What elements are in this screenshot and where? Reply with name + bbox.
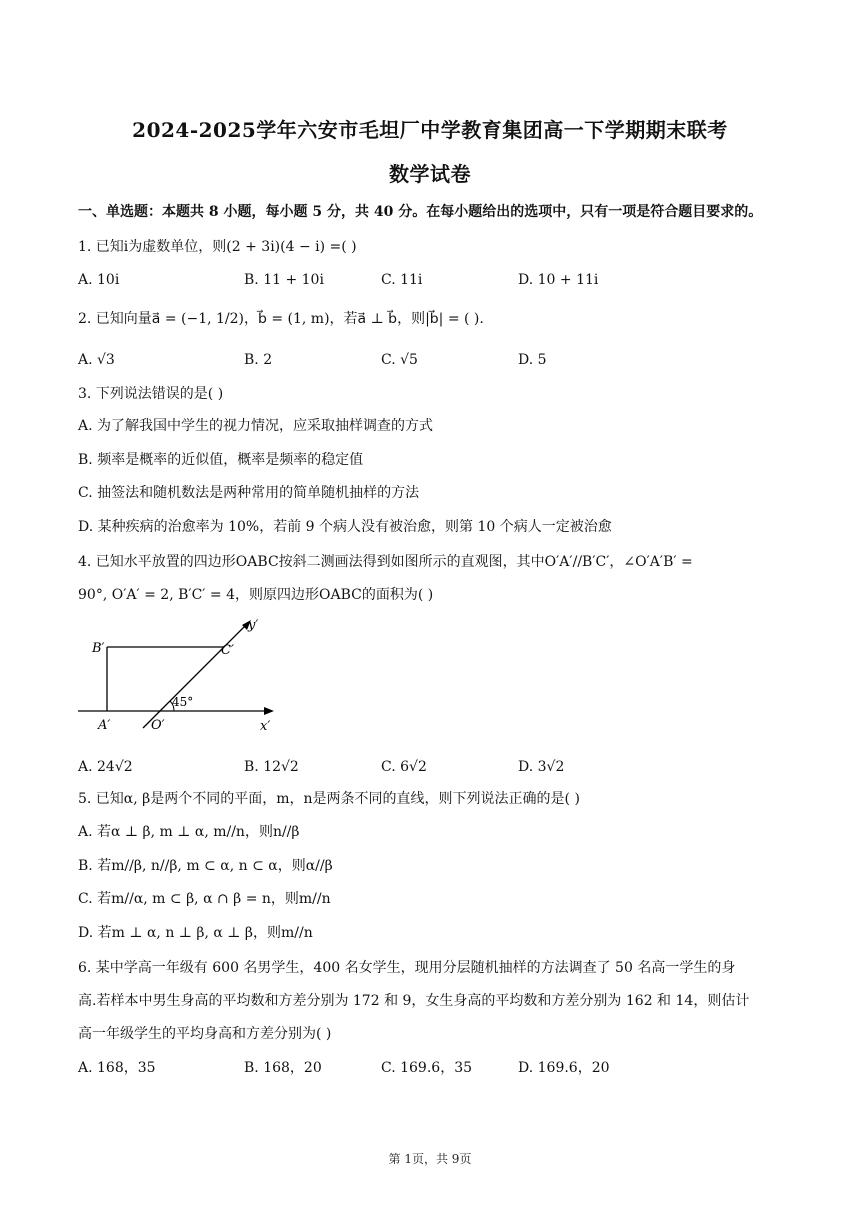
question-4-option-a: A. 24√2: [78, 759, 133, 775]
question-4-option-b: B. 12√2: [244, 759, 299, 775]
y-axis: [143, 623, 248, 728]
label-angle: 45°: [172, 695, 194, 709]
question-2-option-b: B. 2: [244, 352, 273, 368]
question-6-option-b: B. 168，20: [244, 1060, 322, 1076]
question-6-stem-line3: 高一年级学生的平均身高和方差分别为( ): [78, 1026, 332, 1042]
label-c: C′: [221, 643, 234, 658]
section-heading: 一、单选题：本题共 8 小题，每小题 5 分，共 40 分。在每小题给出的选项中，只有一项是符合题目要求的。: [78, 204, 763, 220]
question-5-option-c: C. 若m//α, m ⊂ β, α ∩ β = n，则m//n: [78, 891, 331, 907]
question-2-option-a: A. √3: [78, 352, 115, 368]
question-4-stem-line2: 90°, O′A′ = 2, B′C′ = 4，则原四边形OABC的面积为( ): [78, 587, 434, 603]
question-5-option-b: B. 若m//β, n//β, m ⊂ α, n ⊂ α，则α//β: [78, 858, 333, 874]
question-6-option-a: A. 168，35: [78, 1060, 156, 1076]
question-1-option-d: D. 10 + 11i: [518, 272, 599, 288]
question-3-option-c: C. 抽签法和随机数法是两种常用的简单随机抽样的方法: [78, 485, 420, 501]
oblique-projection-figure: [78, 606, 298, 736]
question-5-option-d: D. 若m ⊥ α, n ⊥ β, α ⊥ β，则m//n: [78, 925, 313, 941]
x-axis-arrow: [264, 707, 274, 715]
question-6-option-c: C. 169.6，35: [381, 1060, 473, 1076]
question-1-stem: 1. 已知i为虚数单位，则(2 + 3i)(4 − i) =( ): [78, 239, 357, 255]
question-2-option-d: D. 5: [518, 352, 547, 368]
label-a: A′: [98, 718, 111, 733]
question-2-option-c: C. √5: [381, 352, 418, 368]
question-5-stem: 5. 已知α, β是两个不同的平面，m，n是两条不同的直线，则下列说法正确的是( ): [78, 791, 580, 807]
question-3-option-a: A. 为了解我国中学生的视力情况，应采取抽样调查的方式: [78, 418, 434, 434]
label-o: O′: [151, 718, 165, 733]
page-footer: 第 1页，共 9页: [388, 1152, 472, 1166]
label-x: x′: [260, 719, 271, 734]
question-6-stem-line2: 高.若样本中男生身高的平均数和方差分别为 172 和 9，女生身高的平均数和方差分别为 162 和 14，则估计: [78, 993, 750, 1009]
exam-title: 2024-2025学年六安市毛坦厂中学教育集团高一下学期期末联考: [132, 118, 728, 142]
question-2-stem: 2. 已知向量a⃗ = (−1, 1/2)，b⃗ = (1, m)，若a⃗ ⊥ b⃗，则|b⃗| = ( ).: [78, 311, 484, 327]
question-3-option-d: D. 某种疾病的治愈率为 10%，若前 9 个病人没有被治愈，则第 10 个病人一定被治愈: [78, 519, 612, 535]
question-5-option-a: A. 若α ⊥ β, m ⊥ α, m//n，则n//β: [78, 824, 300, 840]
question-3-option-b: B. 频率是概率的近似值，概率是频率的稳定值: [78, 452, 364, 468]
label-b: B′: [92, 641, 105, 656]
label-y: y′: [248, 618, 259, 633]
question-1-option-b: B. 11 + 10i: [244, 272, 324, 288]
question-3-stem: 3. 下列说法错误的是( ): [78, 386, 224, 402]
question-4-stem-line1: 4. 已知水平放置的四边形OABC按斜二测画法得到如图所示的直观图，其中O′A′//B′C′，∠O′A′B′ =: [78, 554, 693, 570]
question-6-stem-line1: 6. 某中学高一年级有 600 名男学生，400 名女学生，现用分层随机抽样的方法调查了 50 名高一学生的身: [78, 960, 736, 976]
question-4-option-c: C. 6√2: [381, 759, 427, 775]
question-6-option-d: D. 169.6，20: [518, 1060, 610, 1076]
question-4-option-d: D. 3√2: [518, 759, 565, 775]
exam-subtitle: 数学试卷: [389, 162, 471, 186]
question-1-option-a: A. 10i: [78, 272, 120, 288]
question-1-option-c: C. 11i: [381, 272, 423, 288]
